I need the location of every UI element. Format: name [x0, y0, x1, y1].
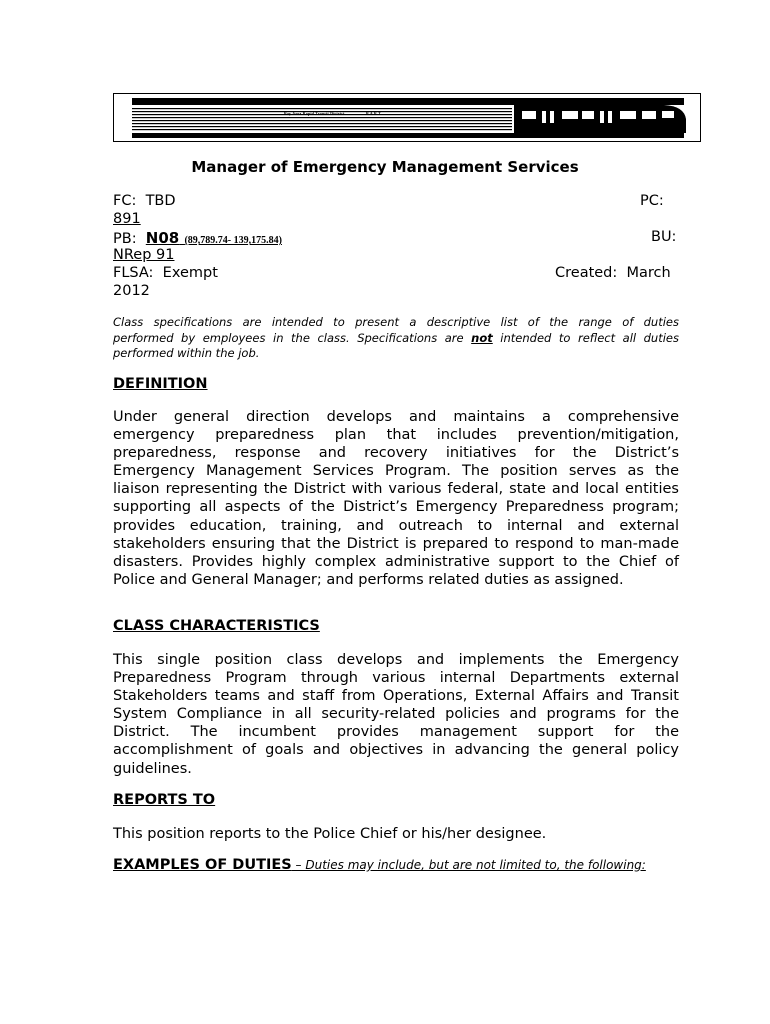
pb-line [113, 229, 282, 247]
disclaimer-line: Class specifications are intended to present a descriptive list of the range of duties [113, 315, 679, 329]
pb-label: PB: [113, 231, 137, 247]
page-title: Manager of Emergency Management Services [191, 158, 579, 176]
examples-of-duties-note: – Duties may include, but are not limited to, the following: [291, 858, 646, 872]
class-characteristics-paragraph [113, 651, 679, 778]
reports-to-heading: REPORTS TO [113, 792, 216, 808]
definition-paragraph [113, 408, 679, 589]
class-characteristics-line: accomplishment of goals and objectives in advancing the general policy [113, 742, 679, 759]
logo-text-district: Bay Area Rapid Transit District [284, 111, 345, 116]
definition-line: stakeholders ensuring that the District is prepared to respond to man-made [113, 535, 679, 552]
header-banner [113, 93, 701, 142]
definition-line: supporting all aspects of the District’s Emergency Preparedness program; [113, 499, 679, 516]
flsa-line [113, 265, 218, 281]
flsa-label: FLSA: [113, 265, 154, 281]
definition-line: liaison representing the District with various federal, state and local entities [113, 481, 679, 498]
fc-value: TBD [145, 193, 176, 209]
bu-value: NRep 91 [113, 247, 175, 263]
reports-to-text: This position reports to the Police Chief or his/her designee. [113, 826, 547, 842]
created-line [555, 265, 671, 281]
examples-of-duties-heading [113, 857, 646, 873]
disclaimer [113, 315, 679, 362]
class-characteristics-line: Preparedness Program through various internal Departments external [113, 670, 679, 687]
bu-label: BU: [651, 229, 677, 245]
fc-label: FC: [113, 193, 137, 209]
definition-line: Police and General Manager; and performs related duties as assigned. [113, 571, 624, 588]
class-characteristics-line: System Compliance in all security-related policies and programs for the [113, 706, 679, 723]
pc-label: PC: [640, 193, 664, 209]
definition-line: preparedness, response and recovery initiatives for the District’s [113, 445, 679, 462]
flsa-value: Exempt [162, 265, 218, 281]
class-characteristics-line: Stakeholders teams and staff from Operations, External Affairs and Transit [113, 688, 679, 705]
definition-line: emergency preparedness plan that includes prevention/mitigation, [113, 427, 679, 444]
definition-line: provides education, training, and outreach to internal and external [113, 517, 679, 534]
pay-band-range: (89,789.74- 139,175.84) [184, 235, 282, 246]
created-month: March [626, 265, 671, 281]
class-characteristics-line: This single position class develops and implements the Emergency [113, 652, 679, 668]
disclaimer-emphasis: not [471, 330, 493, 345]
created-label: Created: [555, 265, 618, 281]
definition-line: disasters. Provides highly complex administrative support to the Chief of [113, 553, 679, 570]
created-year: 2012 [113, 283, 150, 299]
bart-train-logo [114, 94, 702, 143]
class-characteristics-line: guidelines. [113, 760, 192, 777]
fc-line [113, 193, 176, 209]
class-characteristics-line: District. The incumbent provides management support for the [113, 724, 679, 741]
pay-band-grade: N08 [145, 229, 180, 247]
examples-of-duties-title: EXAMPLES OF DUTIES [113, 857, 292, 873]
class-characteristics-heading: CLASS CHARACTERISTICS [113, 618, 320, 634]
disclaimer-line: performed within the job. [113, 346, 260, 360]
definition-line: Emergency Management Services Program. The position serves as the [113, 463, 679, 480]
pc-value: 891 [113, 211, 141, 227]
logo-text-bart: B A R T [366, 111, 381, 116]
definition-line: Under general direction develops and maintains a comprehensive [113, 409, 679, 425]
disclaimer-line: performed by employees in the class. Specifications are not intended to reflect all duties [113, 330, 679, 345]
definition-heading: DEFINITION [113, 376, 208, 392]
